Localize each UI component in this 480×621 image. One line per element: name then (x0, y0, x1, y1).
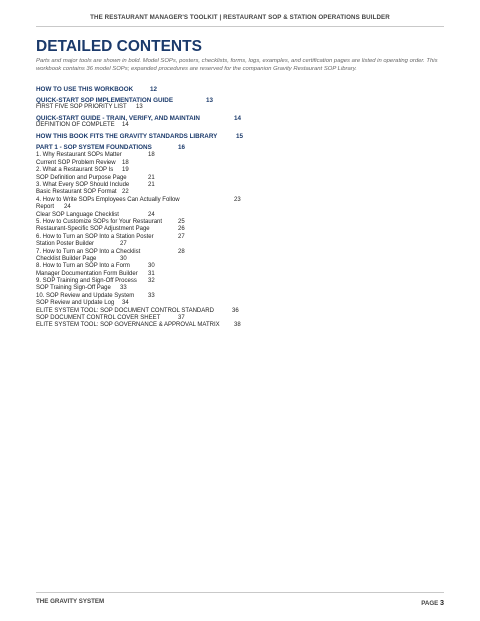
running-header: THE RESTAURANT MANAGER'S TOOLKIT | RESTAURANT SOP & STATION OPERATIONS BUILDER (90, 14, 390, 21)
toc-entry[interactable]: Clear SOP Language Checklist 24 (36, 211, 155, 218)
toc-entry[interactable]: Current SOP Problem Review 18 (36, 159, 129, 166)
toc-entry[interactable]: SOP Review and Update Log 34 (36, 300, 129, 307)
toc-heading[interactable]: HOW TO USE THIS WORKBOOK 12 (36, 86, 158, 93)
toc-entry[interactable]: 4. How to Write SOPs Employees Can Actually Follow 23 (36, 196, 241, 203)
toc-entry[interactable]: 9. SOP Training and Sign-Off Process 32 (36, 278, 155, 285)
toc-entry[interactable]: 10. SOP Review and Update System 33 (36, 292, 155, 299)
table-of-contents (36, 86, 444, 330)
toc-heading[interactable]: QUICK-START SOP IMPLEMENTATION GUIDE 13 (36, 96, 214, 104)
toc-heading[interactable]: HOW THIS BOOK FITS THE GRAVITY STANDARDS LIBRARY 15 (36, 132, 244, 140)
footer-brand: THE GRAVITY SYSTEM (36, 598, 105, 605)
toc-entry[interactable]: Basic Restaurant SOP Format 22 (36, 189, 129, 196)
toc-heading[interactable]: QUICK-START GUIDE - TRAIN, VERIFY, AND MAINTAIN 14 (36, 114, 242, 122)
toc-entry[interactable]: Restaurant-Specific SOP Adjustment Page 26 (36, 226, 185, 233)
toc-entry[interactable]: 7. How to Turn an SOP Into a Checklist 28 (36, 248, 185, 255)
toc-entry[interactable]: 2. What a Restaurant SOP Is 19 (36, 167, 129, 174)
intro-paragraph: Parts and major tools are shown in bold. Model SOPs, posters, checklists, forms, logs, examples, and certification pages are listed in operating order. This workbook contains 36 model SOPs; expanded procedures are reserved for the companion Gravity Restaurant SOP Library. (36, 58, 438, 72)
page-title: DETAILED CONTENTS (36, 38, 202, 55)
page-label: PAGE (421, 600, 439, 607)
toc-entry[interactable]: SOP Definition and Purpose Page 21 (36, 174, 155, 181)
toc-entry[interactable]: Station Poster Builder 27 (36, 241, 127, 248)
toc-entry[interactable]: SOP Training Sign-Off Page 33 (36, 285, 127, 292)
toc-entry[interactable]: 3. What Every SOP Should Include 21 (36, 181, 155, 188)
footer-divider (36, 592, 444, 593)
toc-entry[interactable]: DEFINITION OF COMPLETE 14 (36, 122, 129, 129)
header-divider (36, 26, 444, 27)
toc-entry[interactable]: SOP DOCUMENT CONTROL COVER SHEET 37 (36, 315, 185, 322)
toc-entry[interactable]: ELITE SYSTEM TOOL: SOP DOCUMENT CONTROL STANDARD 36 (36, 307, 239, 314)
toc-entry[interactable]: FIRST FIVE SOP PRIORITY LIST 13 (36, 104, 143, 111)
page-number-value: 3 (440, 598, 444, 607)
toc-entry[interactable]: Checklist Builder Page 30 (36, 255, 127, 262)
toc-entry[interactable]: 6. How to Turn an SOP Into a Station Poster 27 (36, 233, 185, 240)
toc-entry[interactable]: Report 24 (36, 204, 71, 211)
page-number (421, 598, 444, 607)
toc-heading[interactable]: PART 1 - SOP SYSTEM FOUNDATIONS 16 (36, 143, 186, 151)
toc-entry[interactable]: 8. How to Turn an SOP Into a Form 30 (36, 263, 155, 270)
toc-entry[interactable]: 1. Why Restaurant SOPs Matter 18 (36, 152, 155, 159)
toc-entry[interactable]: 5. How to Customize SOPs for Your Restaurant 25 (36, 218, 185, 225)
toc-entry[interactable]: Manager Documentation Form Builder 31 (36, 270, 155, 277)
toc-entry[interactable]: ELITE SYSTEM TOOL: SOP GOVERNANCE & APPROVAL MATRIX 38 (36, 322, 241, 329)
